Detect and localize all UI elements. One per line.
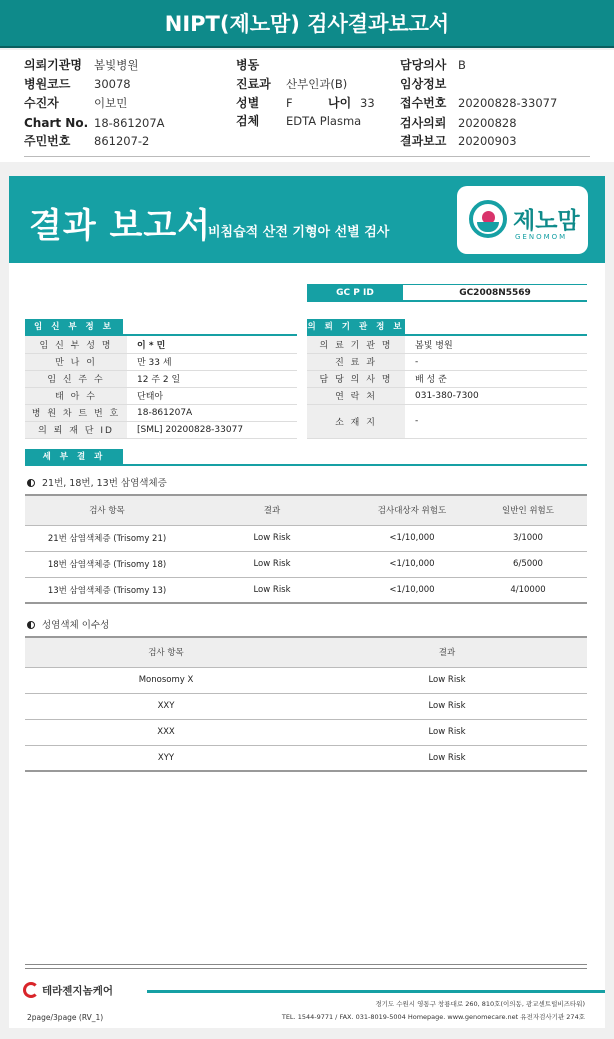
table-row: XYY Low Risk: [25, 745, 587, 771]
summary-department: 진료과 산부인과(B): [236, 77, 348, 91]
table-row: 임 신 부 성 명 이 * 민: [25, 336, 297, 353]
table-header-row: 검사 항목 결과 검사대상자 위험도 일반인 위험도: [25, 495, 587, 525]
institution-info-table: [307, 336, 587, 439]
table-row: 태 아 수 단태아: [25, 387, 297, 404]
table-row: 병 원 차 트 번 호 18-861207A: [25, 404, 297, 421]
trisomy-section-title: 21번, 18번, 13번 삼염색체증: [27, 475, 167, 489]
logo-subtext: GENOMOM: [515, 233, 568, 241]
summary-clinical-info: 임상정보: [400, 77, 447, 91]
banner-title: 결과 보고서: [29, 206, 212, 246]
table-row: 13번 삼염색체증 (Trisomy 13) Low Risk <1/10,000 4/10000: [25, 577, 587, 603]
institution-info-tab: 의 뢰 기 관 정 보: [307, 319, 405, 335]
banner-subtitle: 비침습적 산전 기형아 선별 검사: [208, 225, 390, 240]
half-circle-icon: [27, 621, 35, 629]
company-contact: TEL. 1544-9771 / FAX. 031-8019-5004 Homepage. www.genomecare.net 유전자검사기관 274호: [281, 1013, 585, 1021]
summary-age: 나이 33: [328, 96, 375, 110]
table-row: 소 재 지 -: [307, 404, 587, 438]
summary-chart-no: Chart No. 18-861207A: [24, 116, 165, 130]
summary-institution: 의뢰기관명 봄빛병원: [24, 58, 139, 72]
patient-info-tab: 임 신 부 정 보: [25, 319, 123, 335]
table-row: 진 료 과 -: [307, 353, 587, 370]
footer-divider: [25, 964, 587, 965]
summary-hospital-code: 병원코드 30078: [24, 77, 131, 91]
company-logo-icon: [23, 982, 39, 998]
trisomy-table: [25, 494, 587, 604]
summary-receipt-no: 접수번호 20200828-33077: [400, 96, 558, 110]
summary-patient: 수진자 이보민: [24, 96, 128, 110]
report-banner: [9, 176, 605, 263]
table-header-row: 검사 항목 결과: [25, 637, 587, 667]
summary-report-date: 결과보고 20200903: [400, 134, 517, 148]
patient-summary: [0, 50, 614, 162]
mother-baby-icon: [469, 200, 507, 238]
table-row: 임 신 주 수 12 주 2 일: [25, 370, 297, 387]
report-header-title: NIPT(제노맘) 검사결과보고서: [0, 0, 614, 48]
table-row: XXX Low Risk: [25, 719, 587, 745]
table-row: 18번 삼염색체증 (Trisomy 18) Low Risk <1/10,000 6/5000: [25, 551, 587, 577]
summary-sex: 성별 F: [236, 96, 293, 110]
company-address: 경기도 수원시 영통구 창룡대로 260, 810호(이의동, 광교센트럴비즈타워): [375, 1000, 585, 1008]
footer-divider: [25, 968, 587, 969]
details-line: [25, 464, 587, 466]
summary-request-date: 검사의뢰 20200828: [400, 116, 517, 130]
table-row: 만 나 이 만 33 세: [25, 353, 297, 370]
gcpid-label: GC P ID: [307, 284, 403, 302]
genomom-logo: [457, 186, 588, 254]
summary-specimen: 검체 EDTA Plasma: [236, 114, 362, 128]
patient-info-table: [25, 336, 297, 439]
summary-resident-no: 주민번호 861207-2: [24, 134, 150, 148]
table-row: 연 락 처 031-380-7300: [307, 387, 587, 404]
footer-accent-bar: [147, 990, 605, 993]
summary-doctor: 담당의사 B: [400, 58, 466, 72]
result-report-page: [9, 176, 605, 1028]
page-number: 2page/3page (RV_1): [27, 1013, 104, 1022]
table-row: Monosomy X Low Risk: [25, 667, 587, 693]
table-row: 담 당 의 사 명 배 성 준: [307, 370, 587, 387]
summary-divider: [24, 156, 590, 157]
table-row: 의 료 기 관 명 봄빛 병원: [307, 336, 587, 353]
gcpid-value: GC2008N5569: [403, 284, 587, 302]
details-tab: 세 부 결 과: [25, 449, 123, 465]
sex-chromosome-table: [25, 636, 587, 772]
half-circle-icon: [27, 479, 35, 487]
table-row: 의 뢰 재 단 ID [SML] 20200828-33077: [25, 421, 297, 438]
summary-ward: 병동: [236, 58, 260, 72]
table-row: XXY Low Risk: [25, 693, 587, 719]
sex-chromosome-section-title: 성염색체 이수성: [27, 617, 109, 631]
logo-text: 제노맘: [513, 208, 580, 234]
company-logo: 테라젠지놈케어: [23, 982, 113, 998]
table-row: 21번 삼염색체증 (Trisomy 21) Low Risk <1/10,000 3/1000: [25, 525, 587, 551]
